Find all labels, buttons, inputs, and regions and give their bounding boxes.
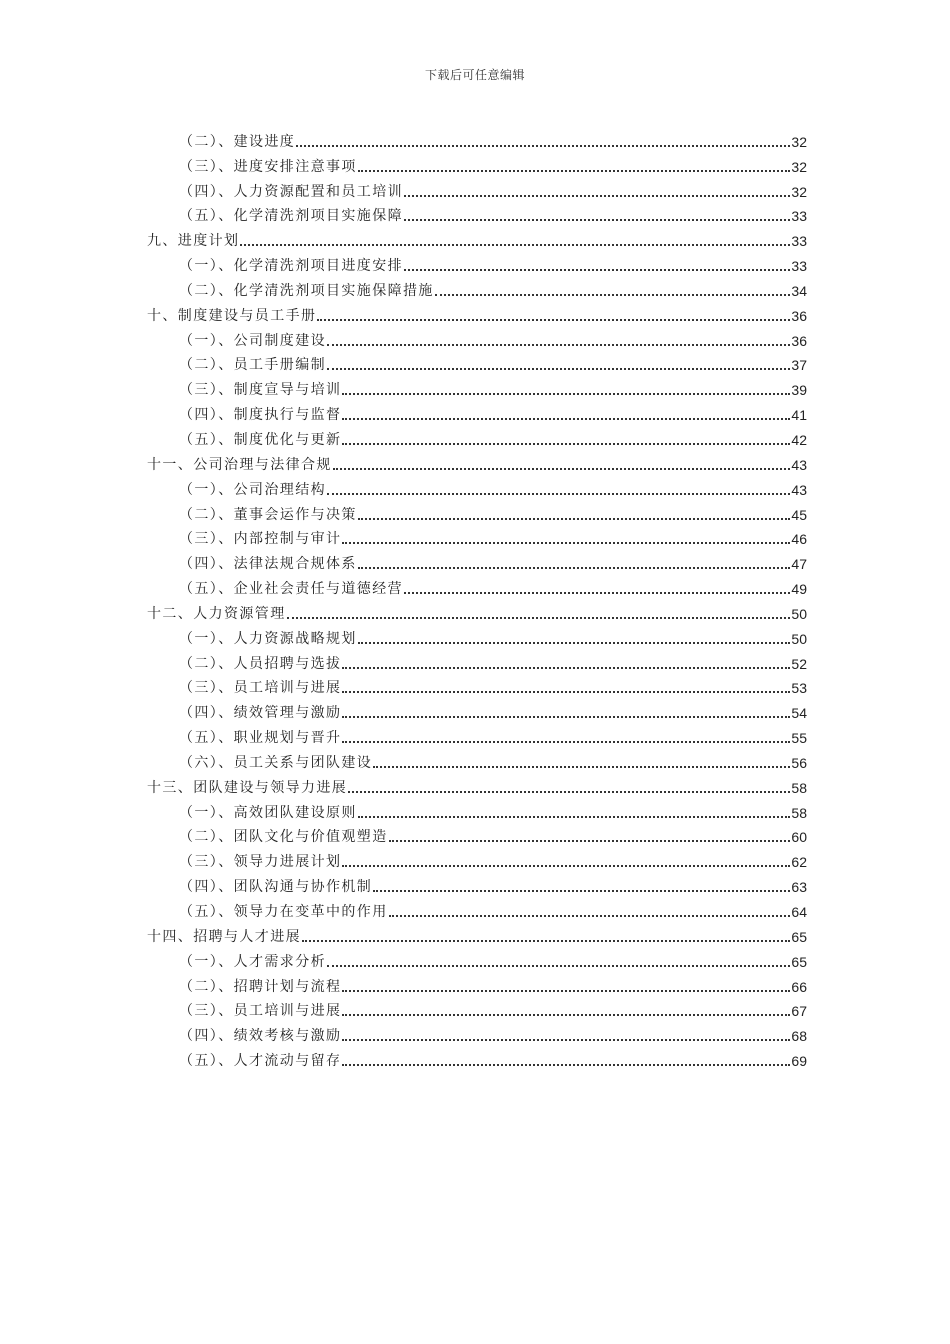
toc-section-entry[interactable] (147, 151, 807, 176)
toc-section-entry[interactable] (147, 722, 807, 747)
toc-page-number: 32 (791, 183, 807, 200)
toc-page-number: 33 (791, 233, 807, 250)
toc-dot-leader (342, 716, 790, 718)
toc-section-entry[interactable] (147, 1020, 807, 1045)
toc-section-entry[interactable] (147, 648, 807, 673)
toc-page-number: 33 (791, 258, 807, 275)
toc-section-entry[interactable] (147, 524, 807, 549)
toc-entry-label: （六）、员工关系与团队建设 (179, 754, 373, 771)
toc-dot-leader (373, 890, 790, 892)
toc-dot-leader (404, 219, 790, 221)
toc-entry-label: （五）、化学清洗剂项目实施保障 (179, 208, 403, 225)
toc-chapter-entry[interactable] (147, 921, 807, 946)
toc-entry-label: （二）、董事会运作与决策 (179, 506, 357, 523)
header-note: 下载后可任意编辑 (424, 68, 525, 82)
toc-page-number: 60 (791, 829, 807, 846)
toc-entry-label: 十二、人力资源管理 (147, 605, 286, 622)
toc-dot-leader (342, 865, 790, 867)
toc-entry-label: （三）、领导力进展计划 (179, 854, 342, 871)
toc-dot-leader (287, 617, 791, 619)
toc-entry-label: （五）、人才流动与留存 (179, 1053, 342, 1070)
toc-entry-label: 十四、招聘与人才进展 (147, 928, 301, 945)
toc-page-number: 39 (791, 382, 807, 399)
toc-section-entry[interactable] (147, 697, 807, 722)
toc-section-entry[interactable] (147, 1045, 807, 1070)
toc-entry-label: （三）、进度安排注意事项 (179, 158, 357, 175)
toc-entry-label: （一）、人才需求分析 (179, 953, 326, 970)
toc-page-number: 68 (791, 1028, 807, 1045)
toc-page-number: 58 (791, 804, 807, 821)
toc-section-entry[interactable] (147, 374, 807, 399)
toc-dot-leader (373, 766, 790, 768)
toc-dot-leader (342, 393, 790, 395)
toc-chapter-entry[interactable] (147, 300, 807, 325)
toc-dot-leader (333, 468, 791, 470)
toc-entry-label: 九、进度计划 (147, 233, 240, 250)
toc-section-entry[interactable] (147, 350, 807, 375)
toc-entry-label: （二）、招聘计划与流程 (179, 978, 342, 995)
toc-entry-label: （四）、团队沟通与协作机制 (179, 879, 373, 896)
toc-dot-leader (389, 840, 791, 842)
toc-page-number: 69 (791, 1053, 807, 1070)
toc-dot-leader (358, 816, 791, 818)
toc-page-number: 46 (791, 531, 807, 548)
toc-page-number: 52 (791, 655, 807, 672)
toc-dot-leader (342, 443, 790, 445)
toc-page-number: 43 (791, 481, 807, 498)
toc-section-entry[interactable] (147, 846, 807, 871)
toc-chapter-entry[interactable] (147, 598, 807, 623)
toc-page-number: 50 (791, 605, 807, 622)
toc-entry-label: （三）、员工培训与进展 (179, 1003, 342, 1020)
toc-entry-label: （五）、领导力在变革中的作用 (179, 904, 388, 920)
toc-dot-leader (327, 493, 790, 495)
toc-page-number: 67 (791, 1003, 807, 1020)
toc-section-entry[interactable] (147, 176, 807, 201)
toc-section-entry[interactable] (147, 822, 807, 847)
toc-entry-label: （一）、公司治理结构 (179, 481, 326, 498)
toc-page-number: 66 (791, 978, 807, 995)
toc-dot-leader (404, 269, 790, 271)
toc-dot-leader (342, 1014, 790, 1016)
toc-dot-leader (342, 1064, 790, 1066)
toc-page-number: 32 (791, 158, 807, 175)
toc-entry-label: （五）、企业社会责任与道德经营 (179, 581, 403, 598)
toc-page-number: 47 (791, 556, 807, 573)
toc-dot-leader (389, 915, 791, 917)
toc-entry-label: （三）、内部控制与审计 (179, 531, 342, 548)
toc-section-entry[interactable] (147, 250, 807, 275)
toc-section-entry[interactable] (147, 896, 807, 921)
toc-section-entry[interactable] (147, 747, 807, 772)
toc-dot-leader (327, 344, 790, 346)
toc-dot-leader (302, 940, 790, 942)
toc-page-number: 65 (791, 928, 807, 945)
toc-entry-label: （五）、制度优化与更新 (179, 431, 342, 448)
toc-section-entry[interactable] (147, 673, 807, 698)
toc-page-number: 65 (791, 953, 807, 970)
toc-entry-label: （三）、员工培训与进展 (179, 680, 342, 697)
toc-page-number: 50 (791, 630, 807, 647)
toc-entry-label: （一）、人力资源战略规划 (179, 630, 357, 647)
toc-dot-leader (404, 592, 790, 594)
toc-dot-leader (327, 368, 790, 370)
toc-dot-leader (296, 145, 790, 147)
toc-page-number: 42 (791, 431, 807, 448)
toc-page-number: 43 (791, 456, 807, 473)
toc-page-number: 58 (791, 779, 807, 796)
toc-dot-leader (358, 170, 791, 172)
toc-section-entry[interactable] (147, 871, 807, 896)
toc-dot-leader (342, 741, 790, 743)
toc-entry-label: （五）、职业规划与晋升 (179, 730, 342, 747)
toc-page-number: 45 (791, 506, 807, 523)
toc-page-number: 62 (791, 854, 807, 871)
toc-section-entry[interactable] (147, 797, 807, 822)
toc-page-number: 41 (791, 407, 807, 424)
toc-page-number: 64 (791, 904, 807, 920)
toc-dot-leader (358, 642, 791, 644)
toc-section-entry[interactable] (147, 946, 807, 971)
toc-section-entry[interactable] (147, 996, 807, 1021)
toc-entry-label: （四）、绩效考核与激励 (179, 1028, 342, 1045)
toc-section-entry[interactable] (147, 201, 807, 226)
toc-dot-leader (342, 667, 790, 669)
toc-section-entry[interactable] (147, 325, 807, 350)
toc-page-number: 37 (791, 357, 807, 374)
toc-page-number: 36 (791, 332, 807, 349)
toc-entry-label: 十一、公司治理与法律合规 (147, 456, 332, 473)
toc-dot-leader (342, 990, 790, 992)
toc-dot-leader (358, 518, 791, 520)
toc-page-number: 53 (791, 680, 807, 697)
toc-dot-leader (342, 542, 790, 544)
toc-entry-label: （一）、高效团队建设原则 (179, 804, 357, 821)
toc-dot-leader (435, 294, 791, 296)
toc-page-number: 63 (791, 879, 807, 896)
toc-dot-leader (404, 195, 790, 197)
toc-section-entry[interactable] (147, 548, 807, 573)
toc-dot-leader (327, 965, 790, 967)
toc-dot-leader (342, 1039, 790, 1041)
toc-entry-label: （四）、法律法规合规体系 (179, 556, 357, 573)
toc-entry-label: 十三、团队建设与领导力进展 (147, 779, 348, 796)
toc-page-number: 55 (791, 730, 807, 747)
toc-page-number: 54 (791, 705, 807, 722)
toc-entry-label: （二）、化学清洗剂项目实施保障措施 (179, 282, 434, 299)
toc-entry-label: （一）、化学清洗剂项目进度安排 (179, 258, 403, 275)
toc-entry-label: （二）、团队文化与价值观塑造 (179, 829, 388, 846)
toc-entry-label: （二）、建设进度 (179, 133, 296, 150)
toc-section-entry[interactable] (147, 971, 807, 996)
toc-chapter-entry[interactable] (147, 225, 807, 250)
toc-section-entry[interactable] (147, 126, 807, 151)
toc-entry-label: （二）、员工手册编制 (179, 357, 326, 374)
table-of-contents (147, 126, 807, 1070)
toc-page-number: 33 (791, 208, 807, 225)
toc-section-entry[interactable] (147, 623, 807, 648)
toc-page-number: 49 (791, 581, 807, 598)
toc-section-entry[interactable] (147, 573, 807, 598)
toc-section-entry[interactable] (147, 275, 807, 300)
toc-entry-label: （三）、制度宣导与培训 (179, 382, 342, 399)
toc-chapter-entry[interactable] (147, 449, 807, 474)
toc-page-number: 36 (791, 307, 807, 324)
toc-section-entry[interactable] (147, 474, 807, 499)
toc-dot-leader (342, 691, 790, 693)
toc-dot-leader (342, 418, 790, 420)
toc-page-number: 56 (791, 754, 807, 771)
toc-entry-label: （四）、绩效管理与激励 (179, 705, 342, 722)
toc-entry-label: （四）、制度执行与监督 (179, 407, 342, 424)
toc-entry-label: （一）、公司制度建设 (179, 332, 326, 349)
toc-page-number: 34 (791, 282, 807, 299)
toc-section-entry[interactable] (147, 499, 807, 524)
toc-dot-leader (240, 244, 790, 246)
toc-entry-label: （四）、人力资源配置和员工培训 (179, 183, 403, 200)
toc-dot-leader (317, 319, 790, 321)
toc-page-number: 32 (791, 133, 807, 150)
toc-dot-leader (358, 567, 791, 569)
toc-chapter-entry[interactable] (147, 772, 807, 797)
toc-entry-label: 十、制度建设与员工手册 (147, 307, 317, 324)
toc-section-entry[interactable] (147, 399, 807, 424)
toc-section-entry[interactable] (147, 424, 807, 449)
toc-entry-label: （二）、人员招聘与选拔 (179, 655, 342, 672)
toc-dot-leader (348, 791, 790, 793)
